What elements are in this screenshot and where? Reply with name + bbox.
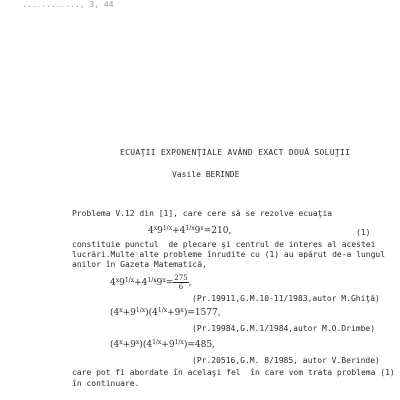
reference-4: (Pr.20516,G.M. 8/1985, autor V.Berinde) <box>192 356 380 365</box>
equation-1: $4^x9^{1/x}+4^{1/x}9^x=210$, <box>148 225 232 236</box>
reference-2: (Pr.19911,G.M.10-11/1983,autor M.Ghiţă) <box>192 294 380 303</box>
paragraph-line-2: lucrări.Multe alte probleme înrudite cu (1) au apărut de-a lungul <box>72 250 386 259</box>
article-title: ECUAŢII EXPONENŢIALE AVÂND EXACT DOUĂ SOLUŢII <box>120 148 351 157</box>
equation-2-fraction: $\frac{275}{6}$ <box>174 274 188 291</box>
equation-4: $(4^x+9^x)(4^{1/x}+9^{1/x})=485$, <box>110 339 215 350</box>
equation-1-label: (1) <box>356 228 371 237</box>
closing-line-1: care pot fi abordate în acelaşi fel în care vom trata problema (1) <box>72 368 395 377</box>
journal-header-fragment: ............, 3, 44 <box>22 0 114 9</box>
article-author: Vasile BERINDE <box>172 170 240 179</box>
paragraph-line-3: anilor în Gazeta Matematică, <box>72 260 207 269</box>
equation-2: $4^x9^{1/x}+4^{1/x}9^x=$ $\frac{275}{6}$ , <box>110 274 192 291</box>
intro-line: Problema V.12 din [1], care cere să se rezolve ecuaţia <box>72 209 333 218</box>
equation-3: $(4^x+9^{1/x})(4^{1/x}+9^x)=1577$, <box>110 307 221 318</box>
reference-3: (Pr.19984,G.M.1/1984,autor M.O.Drimbe) <box>192 324 376 333</box>
paragraph-line-1: constituie punctul de plecare şi centrul de interes al acestei <box>72 240 376 249</box>
closing-line-2: în continuare. <box>72 379 140 388</box>
